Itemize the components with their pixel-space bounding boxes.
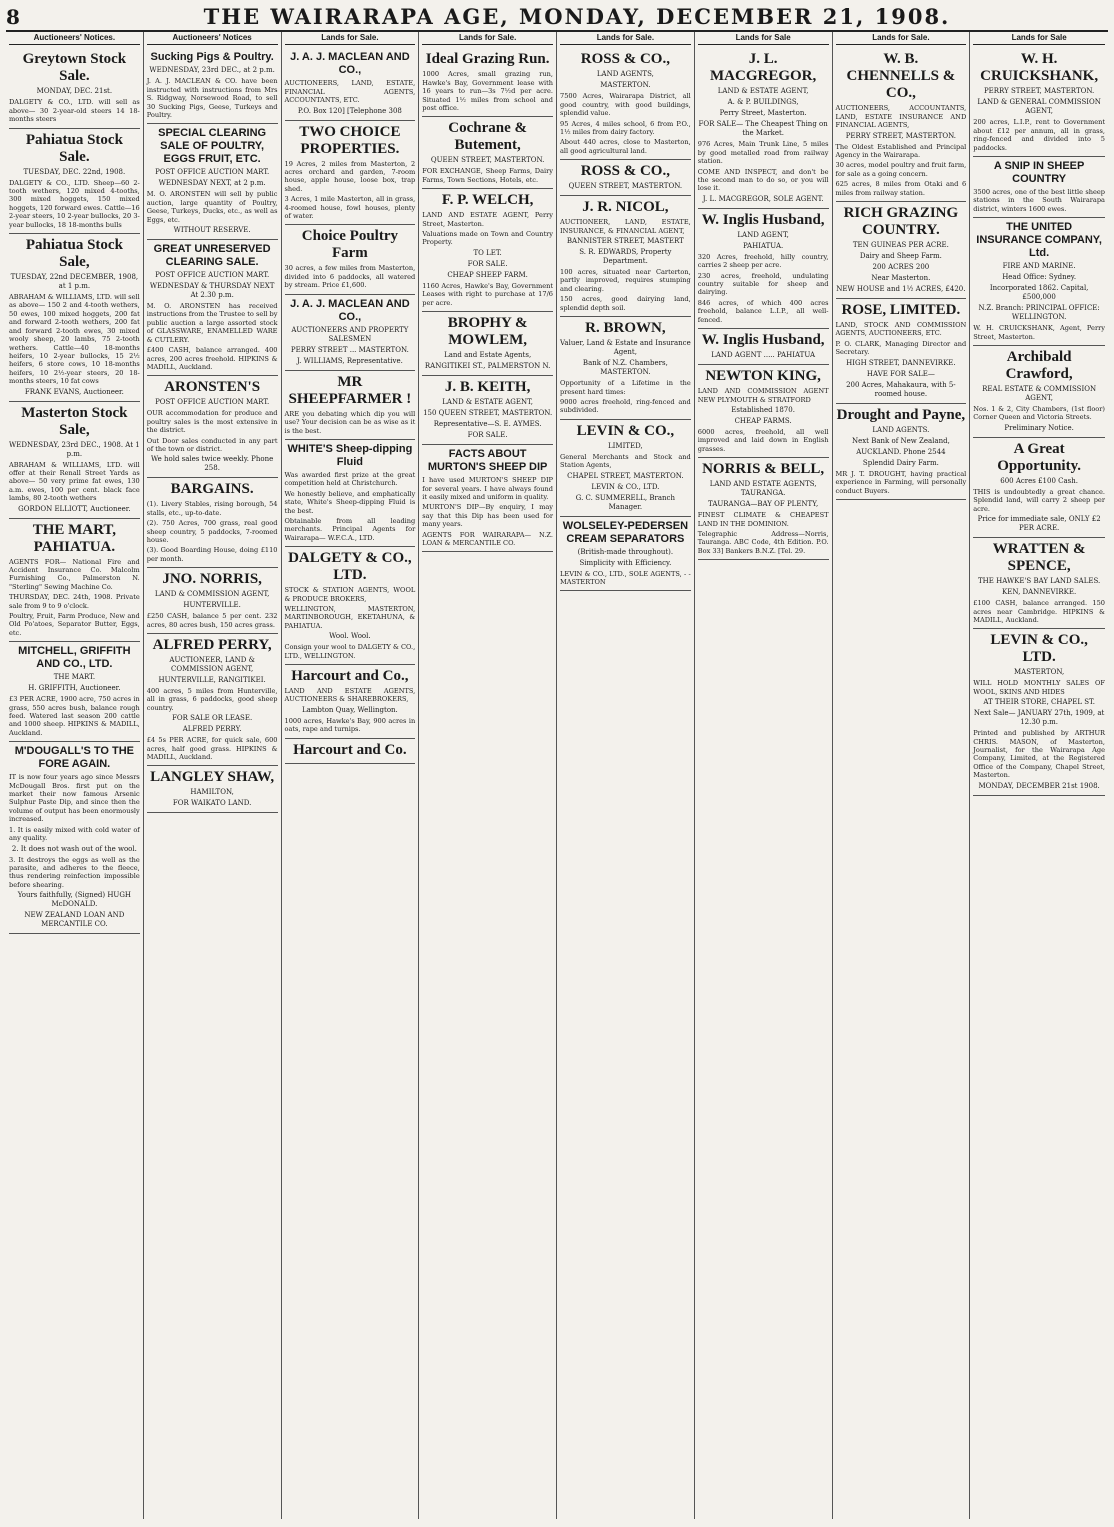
ad-text: MR J. T. DROUGHT, having practical experience in Farming, will personally conduct Buyers. — [835, 469, 967, 495]
advertisement — [560, 48, 691, 160]
ad-text: RANGITIKEI ST., PALMERSTON N. — [424, 362, 551, 371]
ad-text: P. O. CLARK, Managing Director and Secretary. — [835, 339, 967, 357]
ad-text: TUESDAY, 22nd DECEMBER, 1908, at 1 p.m. — [10, 273, 139, 291]
column-3 — [282, 32, 420, 1519]
ad-text: Was awarded first prize at the great competition held at Christchurch. — [284, 470, 416, 488]
ad-text: ABRAHAM & WILLIAMS, LTD. will sell as above— 150 2 and 4-tooth wethers, 50 ewes, 100 mixed hoggets, 200 fat and forward 2-tooth wethers, 200 fat and forward 2-tooth ewes, 30 mixed wooly sheep, 20 lambs, 75 2-tooth wethers. Cattle—40 18-months heifers, 10 2-year bullocks, 15 2½ heifers, 6 store cows, 10 18-months heifers, 10 2½-year steers, 20 18-months steers, 10 fat cows — [9, 293, 140, 386]
ad-title: WOLSELEY-PEDERSEN CREAM SEPARATORS — [562, 519, 689, 545]
advertisement — [422, 48, 553, 117]
ad-text: DALGETY & CO., LTD. will sell as above— 30 2-year-old steers 14 18-months steers — [9, 98, 140, 124]
ad-text: WEDNESDAY NEXT, at 2 p.m. — [158, 179, 266, 188]
ad-text: THURSDAY, DEC. 24th, 1908. Private sale from 9 to 9 o'clock. — [9, 593, 140, 610]
ad-text: LAND & COMMISSION AGENT, — [154, 590, 270, 599]
ad-text: Established 1870. — [731, 405, 795, 414]
ad-text: HUNTERVILLE. — [183, 601, 241, 610]
advertisement — [973, 538, 1105, 629]
ad-text: FOR SALE. — [467, 259, 508, 268]
advertisement — [973, 438, 1105, 538]
advertisement — [422, 376, 553, 445]
ad-text: AT THEIR STORE, CHAPEL ST. — [983, 698, 1095, 707]
ad-text: LAND AND ESTATE AGENTS, TAURANGA. — [709, 480, 817, 498]
ad-text: Telegraphic Address—Norris, Tauranga. ABC Code, 4th Edition. P.O. Box 33] Bankers B.N.Z. [Tel. 29. — [697, 529, 829, 555]
ad-title: Pahiatua Stock Sale, — [25, 237, 123, 271]
ad-text: (British-made throughout). — [577, 547, 674, 556]
ad-title: J. R. NICOL, — [582, 199, 669, 216]
ad-text: FRANK EVANS, Auctioneer. — [24, 387, 124, 396]
ad-text: 200 Acres, Mahakaura, with 5-roomed house. — [846, 380, 956, 398]
advertisement — [973, 157, 1105, 218]
ad-text: Valuer, Land & Estate and Insurance Agent, — [560, 339, 691, 357]
ad-text: LAND & GENERAL COMMISSION AGENT, — [977, 98, 1101, 116]
ad-text: REAL ESTATE & COMMISSION AGENT, — [982, 385, 1097, 403]
ad-text: AUCTIONEERS, ACCOUNTANTS, LAND, ESTATE INSURANCE AND FINANCIAL AGENTS, — [835, 104, 967, 130]
ad-text: POST OFFICE AUCTION MART. — [155, 168, 270, 177]
advertisement — [698, 458, 829, 560]
ad-text: Preliminary Notice. — [1004, 423, 1074, 432]
column-heading: Lands for Sale. — [560, 34, 691, 45]
ad-text: (3). Good Boarding House, doing £110 per month. — [146, 546, 278, 563]
ad-title: Greytown Stock Sale. — [22, 51, 127, 85]
ad-title: JNO. NORRIS, — [162, 571, 262, 588]
ad-title: W. Inglis Husband, — [701, 332, 825, 349]
ad-title: THE UNITED INSURANCE COMPANY, Ltd. — [976, 221, 1102, 260]
column-heading: Lands for Sale. — [285, 34, 416, 45]
ad-text: STOCK & STATION AGENTS, WOOL & PRODUCE BROKERS, — [284, 586, 416, 603]
ad-text: 30 acres, model poultry and fruit farm, for sale as a going concern. — [835, 161, 967, 178]
ad-title: SPECIAL CLEARING SALE OF POULTRY, EGGS FRUIT, ETC. — [158, 127, 267, 166]
ad-title: W. B. CHENNELLS & CO., — [846, 51, 956, 102]
ad-text: 320 Acres, freehold, hilly country, carries 2 sheep per acre. — [697, 252, 829, 270]
ad-text: LIMITED, — [608, 441, 643, 450]
ad-text: We hold sales twice weekly. Phone 258. — [150, 455, 274, 473]
ad-text: 400 acres, 5 miles from Hunterville, all in grass, 6 paddocks, good sheep country. — [146, 687, 278, 712]
advertisement — [836, 202, 967, 299]
column-heading: Auctioneers' Notices — [147, 34, 278, 45]
advertisement — [836, 404, 967, 500]
ad-text: NEW ZEALAND LOAN AND MERCANTILE CO. — [24, 911, 125, 929]
column-5 — [557, 32, 695, 1519]
ad-text: TUESDAY, DEC. 22nd, 1908. — [23, 167, 126, 176]
ad-text: 3500 acres, one of the best little sheep stations in the South Wairarapa district, winters 1600 ewes. — [973, 188, 1105, 213]
ad-text: MONDAY, DEC. 21st. — [36, 87, 113, 96]
ad-text: Opportunity of a Lifetime in the present hard times: — [560, 379, 691, 396]
advertisement — [285, 440, 416, 547]
ad-text: GORDON ELLIOTT, Auctioneer. — [18, 504, 131, 513]
ad-text: PERRY STREET, MASTERTON. — [983, 87, 1095, 96]
ad-title: NEWTON KING, — [705, 368, 821, 385]
ad-title: DALGETY & CO., LTD. — [288, 550, 412, 584]
ad-text: AUCTIONEERS, LAND, ESTATE, FINANCIAL AGENTS, ACCOUNTANTS, ETC. — [284, 79, 416, 105]
ad-title: M'DOUGALL'S TO THE FORE AGAIN. — [14, 745, 135, 771]
ad-title: MR SHEEPFARMER ! — [288, 373, 412, 407]
ad-text: £100 CASH, balance arranged. 150 acres near Cambridge. HIPKINS & MADILL, Auckland. — [973, 599, 1105, 624]
ad-text: 9000 acres freehold, ring-fenced and subdivided. — [560, 397, 691, 415]
ad-text: THE MART. — [53, 673, 96, 682]
advertisement — [285, 665, 416, 739]
ad-text: 150 acres, good dairying land, splendid depth soil. — [560, 295, 691, 312]
advertisement — [9, 642, 140, 742]
ad-text: 230 acres, freehold, undulating country suitable for sheep and dairying. — [697, 271, 829, 297]
advertisement — [147, 240, 278, 376]
ad-text: M. O. ARONSTEN has received instructions from the Trustee to sell by public auction a large assorted stock of GLASSWARE, ENAMELLED WARE & CUTLERY. — [146, 302, 278, 344]
ad-text: Next Sale— JANUARY 27th, 1909, at 12.30 p.m. — [973, 709, 1105, 727]
ad-text: Consign your wool to DALGETY & CO., LTD., WELLINGTON. — [284, 643, 416, 660]
ad-text: S. R. EDWARDS, Property Department. — [579, 248, 672, 266]
ad-text: MURTON'S DIP—By enquiry, I may say that this Dip has been used for many years. — [422, 503, 553, 529]
ad-text: J. L. MACGREGOR, SOLE AGENT. — [702, 194, 824, 203]
ad-title: F. P. WELCH, — [441, 192, 534, 209]
ad-text: ABRAHAM & WILLIAMS, LTD. will offer at their Renall Street Yards as above— 50 very prime fat ewes, 130 a.m. ewes, 100 per cent. black face lambs, 80 2-tooth wethers — [9, 460, 140, 503]
ad-text: HUNTERVILLE, RANGITIKEI. — [158, 676, 266, 684]
ad-text: 600 Acres £100 Cash. — [1000, 476, 1078, 485]
ad-text: P.O. Box 120] [Telephone 308 — [297, 106, 402, 115]
ad-title: Masterton Stock Sale, — [21, 404, 128, 438]
ad-text: 100 acres, situated near Carterton, partly improved, requires stumping and clearing. — [560, 268, 691, 293]
ad-text: LEVIN & CO., LTD., SOLE AGENTS, - - MASTERTON — [560, 569, 691, 586]
advertisement — [560, 196, 691, 317]
ad-text: Nos. 1 & 2, City Chambers, (1st floor) Corner Queen and Victoria Streets. — [973, 405, 1105, 422]
ad-text: FINEST CLIMATE & CHEAPEST LAND IN THE DOMINION. — [697, 511, 829, 528]
ad-title: Harcourt and Co., — [291, 668, 409, 684]
column-heading: Lands for Sale — [698, 34, 829, 45]
ad-text: Head Office: Sydney. — [1002, 273, 1077, 282]
ad-text: 19 Acres, 2 miles from Masterton, 2 acres orchard and garden, 7-room house, apple house, loose box, trap shed. — [284, 159, 416, 193]
advertisement — [285, 121, 416, 226]
advertisement — [698, 209, 829, 329]
advertisement — [9, 519, 140, 643]
ad-text: HIGH STREET, DANNEVIRKE. — [846, 358, 956, 367]
ad-title: J. B. KEITH, — [444, 379, 531, 396]
ad-text: Near Masterton. — [871, 274, 931, 283]
advertisement — [285, 225, 416, 294]
column-8 — [970, 32, 1108, 1519]
ad-text: LEVIN & CO., LTD. — [591, 482, 660, 491]
ad-title: NORRIS & BELL, — [702, 461, 825, 478]
ad-title: Pahiatua Stock Sale. — [25, 131, 123, 165]
ad-text: 3 Acres, 1 mile Masterton, all in grass, 4-roomed house, fowl houses, plenty of water. — [284, 195, 416, 221]
advertisement — [836, 299, 967, 404]
ad-text: DALGETY & CO., LTD. Sheep—60 2-tooth wethers, 120 mixed 4-tooths, 300 mixed hoggets, 150 mixed hoggets, 120 forward ewes. Cattle—16 2-year steers, 10 2-year bullocks, 20 3-year bullocks, 18 18-months bulls — [9, 178, 140, 229]
ad-title: ROSE, LIMITED. — [841, 302, 961, 319]
ad-text: J. WILLIAMS, Representative. — [296, 356, 403, 365]
ad-text: Price for immediate sale, ONLY £2 PER ACRE. — [977, 515, 1101, 533]
ad-text: ALFRED PERRY. — [182, 725, 242, 734]
advertisement — [285, 739, 416, 764]
ad-text: HAMILTON, — [190, 788, 234, 797]
ad-text: MASTERTON, — [1013, 668, 1065, 677]
ad-text: Poultry, Fruit, Farm Produce, New and Old Po'atoes, Separator Butter, Eggs, etc. — [9, 612, 140, 637]
ad-title: R. BROWN, — [585, 320, 666, 337]
ad-text: 200 acres, L.I.P., rent to Government about £12 per annum, all in grass, ring-fenced and divided into 5 paddocks. — [973, 118, 1105, 152]
column-heading: Lands for Sale. — [836, 34, 967, 45]
ad-text: TEN GUINEAS PER ACRE. — [852, 241, 949, 250]
column-1 — [6, 32, 144, 1519]
ad-text: WELLINGTON, MASTERTON, MARTINBOROUGH, EKETAHUNA, & PAHIATUA. — [284, 604, 416, 630]
ad-title: J. L. MACGREGOR, — [710, 51, 817, 85]
advertisement — [422, 189, 553, 312]
ad-text: Incorporated 1862. Capital, £500,000 — [989, 284, 1089, 302]
ad-title: A SNIP IN SHEEP COUNTRY — [993, 160, 1085, 186]
ad-title: W. Inglis Husband, — [701, 211, 825, 228]
ad-title: FACTS ABOUT MURTON'S SHEEP DIP — [427, 448, 548, 474]
ad-title: Harcourt and Co. — [293, 741, 407, 758]
ad-text: 976 Acres, Main Trunk Line, 5 miles by good metalled road from railway station. — [697, 140, 829, 166]
advertisement — [698, 329, 829, 365]
ad-text: POST OFFICE AUCTION MART. — [155, 271, 270, 280]
advertisement — [973, 629, 1105, 795]
ad-text: 7500 Acres, Wairarapa District, all good country, with good buildings, splendid value. — [560, 92, 691, 118]
ad-text: 1. It is easily mixed with cold water of any quality. — [9, 825, 140, 843]
ad-text: FOR SALE OR LEASE. — [172, 714, 253, 723]
ad-text: LAND AGENTS. — [872, 425, 930, 434]
ad-text: CHEAP FARMS. — [734, 416, 792, 425]
ad-text: General Merchants and Stock and Station Agents, — [560, 452, 691, 470]
masthead — [6, 4, 1108, 32]
ad-title: Archibald Crawford, — [1005, 349, 1073, 383]
ad-title: ROSS & CO., — [580, 163, 670, 180]
ad-text: LAND AGENT ..... PAHIATUA — [711, 351, 816, 360]
ad-title: LANGLEY SHAW, — [150, 769, 275, 786]
ad-text: Obtainable from all leading merchants. Principal Agents for Wairarapa— W.F.C.A., LTD. — [284, 516, 416, 542]
ad-text: Yours faithfully, (Signed) HUGH McDONALD. — [17, 891, 132, 909]
ad-text: FOR WAIKATO LAND. — [172, 799, 252, 808]
ad-text: About 440 acres, close to Masterton, all good agricultural land. — [560, 138, 691, 155]
ad-text: 150 QUEEN STREET, MASTERTON. — [423, 409, 553, 418]
ad-title: TWO CHOICE PROPERTIES. — [299, 123, 401, 157]
column-2 — [144, 32, 282, 1519]
ad-text: BANNISTER STREET, MASTERT — [566, 237, 684, 246]
ad-text: LAND AGENT, — [737, 230, 789, 239]
advertisement — [698, 365, 829, 458]
ad-text: CHEAP SHEEP FARM. — [447, 270, 528, 279]
ad-text: WILL HOLD MONTHLY SALES OF WOOL, SKINS AND HIDES — [973, 679, 1105, 696]
ad-text: Valuations made on Town and Country Property. — [422, 230, 553, 247]
ad-text: £3 PER ACRE, 1900 acre, 750 acres in grass, 550 acres bush, balance rough feed. Watered last season 200 cattle and 1000 sheep. HIPKINS & MADILL, Auckland. — [9, 695, 140, 737]
advertisement — [285, 48, 416, 120]
ad-text: M. O. ARONSTEN will sell by public auction, large quantity of Poultry, Geese, Turkeys, Ducks, etc., as well as Eggs, etc. — [146, 190, 278, 224]
ad-text: (2). 750 Acres, 700 grass, real good sheep country, 5 paddocks, 7-roomed house. — [146, 519, 278, 544]
ad-text: TO LET. — [473, 248, 502, 257]
ad-text: Simplicity with Efficiency. — [579, 558, 672, 567]
ad-text: TAURANGA—BAY OF PLENTY, — [708, 500, 819, 509]
ad-title: WRATTEN & SPENCE, — [992, 541, 1086, 575]
ad-text: THE HAWKE'S BAY LAND SALES. — [977, 577, 1101, 586]
ad-text: Representative—S. E. AYMES. — [433, 420, 542, 429]
ad-title: THE MART, PAHIATUA. — [32, 521, 117, 555]
ad-text: Splendid Dairy Farm. — [862, 458, 939, 467]
ad-text: I have used MURTON'S SHEEP DIP for several years. I have always found it easily mixed and uniform in quality. — [422, 476, 553, 501]
ad-text: AUCTIONEER, LAND & COMMISSION AGENT, — [169, 656, 255, 673]
advertisement — [9, 129, 140, 234]
ad-text: WEDNESDAY, 23rd DEC., at 2 p.m. — [149, 66, 275, 75]
ad-text: ARE you debating which dip you will use? Your decision can be as wise as it is the best. — [284, 409, 416, 435]
ad-text: LAND, STOCK AND COMMISSION AGENTS, AUCTIONEERS, ETC. — [835, 321, 967, 338]
advertisement — [698, 48, 829, 208]
ad-text: NEW HOUSE and 1½ ACRES, £420. — [836, 285, 966, 294]
ad-text: THIS is undoubtedly a great chance. Splendid land, will carry 2 sheep per acre. — [973, 487, 1105, 513]
ad-text: QUEEN STREET, MASTERTON. — [430, 156, 545, 165]
advertisement — [973, 346, 1105, 438]
ad-text: 30 acres, a few miles from Masterton, divided into 6 paddocks, all watered by stream. Price £1,600. — [284, 264, 416, 290]
ad-text: W. H. CRUICKSHANK, Agent, Perry Street, Masterton. — [973, 324, 1105, 341]
ad-title: LEVIN & CO., — [576, 422, 675, 439]
advertisement — [147, 376, 278, 478]
ad-text: POST OFFICE AUCTION MART. — [155, 398, 270, 407]
column-6 — [695, 32, 833, 1519]
ad-text: Lambton Quay, Wellington. — [301, 705, 398, 714]
advertisement — [147, 568, 278, 634]
ad-title: ARONSTEN'S — [164, 379, 261, 396]
ad-text: WEDNESDAY & THURSDAY NEXT At 2.30 p.m. — [149, 282, 275, 300]
ad-text: 95 Acres, 4 miles school, 6 from P.O., 1½ miles from dairy factory. — [560, 119, 691, 137]
column-heading: Auctioneers' Notices. — [9, 34, 140, 45]
advertisement — [285, 295, 416, 371]
advertisement — [836, 48, 967, 202]
ad-text: LAND AND ESTATE AGENT, Perry Street, Masterton. — [422, 211, 553, 228]
ad-title: Choice Poultry Farm — [301, 228, 398, 262]
ad-text: AUCTIONEERS AND PROPERTY SALESMEN — [291, 325, 409, 343]
ad-title: J. A. J. MACLEAN AND CO., — [290, 51, 410, 77]
ad-text: 1160 Acres, Hawke's Bay, Government Leases with right to purchase at 17/6 per acre. — [422, 281, 553, 307]
ad-text: FIRE AND MARINE. — [1002, 262, 1076, 271]
ad-text: £250 CASH, balance 5 per cent. 232 acres, 80 acres bush, 150 acres grass. — [146, 612, 278, 629]
ad-title: Sucking Pigs & Poultry. — [150, 51, 274, 64]
ad-text: A. & P. BUILDINGS, — [727, 98, 799, 107]
advertisement — [560, 420, 691, 517]
advertisement — [285, 547, 416, 665]
ad-title: Cochrane & Butement, — [448, 120, 527, 154]
ad-text: LAND & ESTATE AGENT, — [717, 87, 809, 96]
ad-text: MASTERTON. — [600, 81, 651, 90]
ad-title: J. A. J. MACLEAN AND CO., — [290, 297, 410, 323]
ad-text: 6000 acres, freehold, all well improved and laid down in English grasses. — [697, 427, 829, 453]
advertisement — [285, 371, 416, 440]
ad-text: (1). Livery Stables, rising borough, 54 stalls, etc., up-to-date. — [146, 500, 278, 517]
ad-text: HAVE FOR SALE— — [866, 369, 935, 378]
ad-text: Out Door sales conducted in any part of the town or district. — [146, 436, 278, 453]
ad-title: Ideal Grazing Run. — [425, 51, 550, 68]
ad-text: J. A. J. MACLEAN & CO. have been instructed with instructions from Mrs S. Ridgway, Norsewood Road, to sell 30 Sucking Pigs, Geese, Turkeys and Poultry. — [146, 77, 278, 120]
ad-title: GREAT UNRESERVED CLEARING SALE. — [153, 243, 271, 269]
ad-text: 1000 acres, Hawke's Bay, 900 acres in oats, rape and turnips. — [284, 716, 416, 734]
ad-text: LAND & ESTATE AGENT, — [442, 398, 533, 407]
columns-container — [6, 32, 1108, 1519]
advertisement — [422, 312, 553, 376]
ad-text: OUR accommodation for produce and poultry sales is the most extensive in the district. — [146, 409, 278, 435]
ad-title: LEVIN & CO., LTD. — [990, 632, 1088, 666]
ad-title: RICH GRAZING COUNTRY. — [843, 205, 959, 239]
column-heading: Lands for Sale. — [422, 34, 553, 45]
ad-text: LAND AND ESTATE AGENTS, AUCTIONEERS & SHAREBROKERS, — [284, 687, 416, 704]
page-number: 8 — [6, 5, 20, 29]
column-7 — [833, 32, 971, 1519]
ad-text: 3. It destroys the eggs as well as the parasite, and adheres to the fleece, thus rendering reinfection impossible before shearing. — [9, 855, 140, 889]
ad-text: 2. It does not wash out of the wool. — [11, 844, 137, 853]
advertisement — [147, 634, 278, 766]
ad-text: We honestly believe, and emphatically state, White's Sheep-dipping Fluid is the best. — [284, 489, 416, 515]
ad-text: 1000 Acres, small grazing run, Hawke's Bay, Government lease with 16 years to run—3s 7½d per acre. Situated 1½ miles from school and post office. — [422, 70, 553, 113]
ad-title: ROSS & CO., — [580, 51, 670, 68]
ad-text: The Oldest Established and Principal Agency in the Wairarapa. — [835, 142, 967, 160]
ad-text: FOR SALE. — [467, 431, 508, 440]
advertisement — [147, 124, 278, 240]
ad-text: Wool. Wool. — [329, 632, 371, 641]
ad-text: Dairy and Sheep Farm. — [859, 252, 942, 261]
advertisement — [147, 48, 278, 124]
ad-text: MONDAY, DECEMBER 21st 1908. — [978, 781, 1100, 790]
ad-text: WEDNESDAY, 23rd DEC., 1908. At 1 p.m. — [9, 440, 140, 458]
advertisement — [9, 48, 140, 128]
ad-title: W. H. CRUICKSHANK, — [980, 51, 1099, 85]
ad-text: £400 CASH, balance arranged. 400 acres, 200 acres freehold. HIPKINS & MADILL, Auckland. — [146, 346, 278, 371]
ad-text: Next Bank of New Zealand, — [851, 436, 950, 445]
ad-text: AGENTS FOR WAIRARAPA— N.Z. LOAN & MERCANTILE CO. — [422, 530, 553, 547]
ad-text: N.Z. Branch: PRINCIPAL OFFICE: WELLINGTON. — [978, 304, 1100, 322]
ad-title: MITCHELL, GRIFFITH AND CO., LTD. — [18, 645, 131, 671]
ad-text: LAND AGENTS, — [596, 70, 654, 79]
ad-title: BARGAINS. — [170, 481, 254, 498]
ad-text: COME AND INSPECT, and don't be the second man to do so, or you will lose it. — [697, 167, 829, 193]
ad-text: LAND AND COMMISSION AGENT NEW PLYMOUTH & STRATFORD — [697, 387, 829, 404]
ad-text: PAHIATUA. — [742, 241, 784, 250]
advertisement — [422, 445, 553, 552]
advertisement — [9, 234, 140, 401]
advertisement — [9, 402, 140, 519]
ad-text: 200 ACRES 200 — [872, 263, 930, 272]
ad-text: QUEEN STREET, MASTERTON. — [568, 182, 683, 191]
advertisement — [147, 766, 278, 813]
ad-text: KEN, DANNEVIRKE. — [1002, 588, 1077, 597]
ad-text: Bank of N.Z. Chambers, MASTERTON. — [582, 359, 668, 377]
ad-text: Perry Street, Masterton. — [719, 109, 807, 118]
column-heading: Lands for Sale — [973, 34, 1105, 45]
ad-text: FOR SALE— The Cheapest Thing on the Market. — [698, 120, 828, 138]
advertisement — [560, 517, 691, 592]
newspaper-title: THE WAIRARAPA AGE, MONDAY, DECEMBER 21, 1908. — [203, 4, 951, 29]
ad-text: AUCKLAND. Phone 2544 — [856, 447, 946, 456]
ad-text: Printed and published by ARTHUR CHRIS. MASON, of Masterton, Journalist, for the Wairarapa Age Company, Limited, at the Registered Office of the Company, Chapel Street, Masterton. — [973, 729, 1105, 780]
ad-text: WITHOUT RESERVE. — [173, 226, 251, 235]
ad-text: PERRY STREET, MASTERTON. — [845, 131, 957, 140]
ad-title: Drought and Payne, — [836, 406, 966, 423]
ad-text: IT is now four years ago since Messrs McDougall Bros. first put on the market their now famous Arsenic Sulphur Paste Dip, and since then the volume of output has been enormously increased. — [9, 773, 140, 824]
ad-text: Land and Estate Agents, — [444, 351, 532, 360]
ad-text: 846 acres, of which 400 acres freehold, balance L.I.P., all well-fenced. — [697, 298, 829, 324]
ad-text: AUCTIONEER, LAND, ESTATE, INSURANCE, & FINANCIAL AGENT, — [560, 218, 691, 235]
ad-text: PERRY STREET ... MASTERTON. — [290, 345, 409, 354]
advertisement — [422, 117, 553, 189]
advertisement — [973, 218, 1105, 346]
advertisement — [973, 48, 1105, 157]
advertisement — [147, 478, 278, 568]
ad-title: A Great Opportunity. — [997, 440, 1082, 474]
advertisement — [560, 160, 691, 196]
advertisement — [9, 742, 140, 934]
ad-title: ALFRED PERRY, — [152, 637, 272, 653]
ad-text: CHAPEL STREET, MASTERTON. — [567, 471, 684, 480]
ad-text: AGENTS FOR— National Fire and Accident Insurance Co. Malcolm Furnishing Co., Palmerston N. "Sterling" Sewing Machine Co. — [9, 557, 140, 591]
ad-text: FOR EXCHANGE, Sheep Farms, Dairy Farms, Town Sections, Hotels, etc. — [422, 167, 553, 184]
ad-text: G. C. SUMMERELL, Branch Manager. — [575, 493, 675, 511]
ad-text: H. GRIFFITH, Auctioneer. — [28, 684, 121, 693]
ad-title: BROPHY & MOWLEM, — [447, 315, 528, 349]
ad-text: £4 5s PER ACRE, for quick sale, 600 acres, half good grass. HIPKINS & MADILL, Auckland. — [146, 736, 278, 762]
column-4 — [419, 32, 557, 1519]
ad-text: 625 acres, 8 miles from Otaki and 6 miles from railway station. — [835, 180, 967, 197]
ad-title: WHITE'S Sheep-dipping Fluid — [287, 442, 413, 468]
advertisement — [560, 317, 691, 420]
